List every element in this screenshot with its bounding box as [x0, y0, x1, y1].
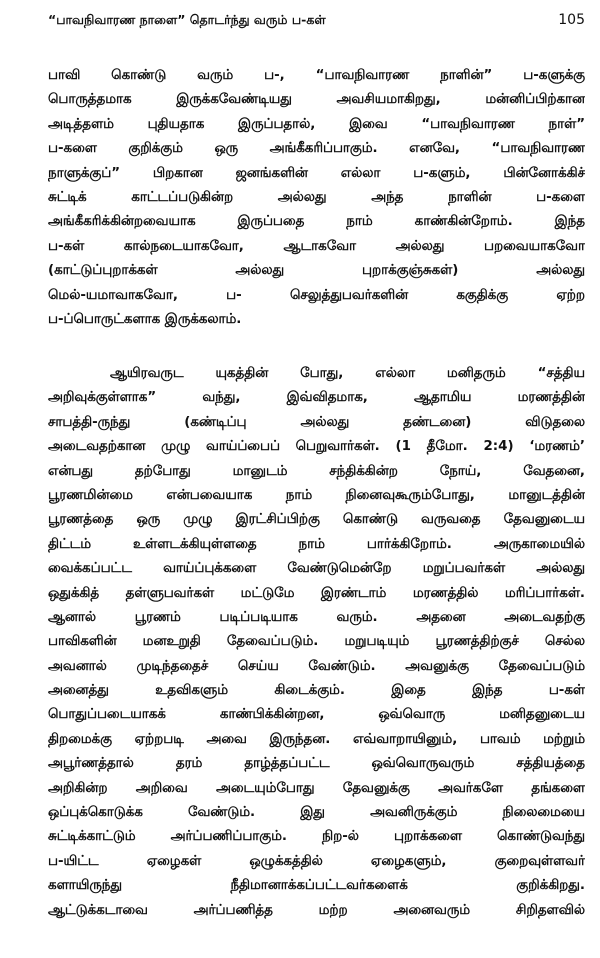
- paragraph-line: சுட்டிக் காட்டப்படுகின்ற அல்லது அந்த நாளின் ப-களை: [48, 189, 585, 205]
- paragraph-line: ப-ப்பொருட்களாக இருக்கலாம்.: [48, 311, 242, 327]
- paragraph-line: ஒப்புக்கொடுக்க வேண்டும். இது அவனிருக்கும் நிலைமையை: [48, 805, 585, 821]
- paragraph-line: அடித்தளம் புதியதாக இருப்பதால், இவை “பாவநிவாரண நாள்”: [48, 116, 585, 132]
- paragraph-line: பூரணமின்மை என்பவையாக நாம் நினைவுகூரும்போது, மானுடத்தின்: [48, 487, 585, 503]
- paragraph-line: அறிவுக்குள்ளாக” வந்து, இவ்விதமாக, ஆதாமிய மரணத்தின்: [48, 390, 585, 406]
- paragraph-line: பொருத்தமாக இருக்கவேண்டியது அவசியமாகிறது, மன்னிப்பிற்கான: [48, 92, 585, 108]
- paragraph-line: ப-கள் கால்நடையாகவோ, ஆடாகவோ அல்லது பறவையாகவோ: [48, 238, 585, 254]
- paragraph-line: அவனால் முடிந்ததைச் செய்ய வேண்டும். அவனுக்கு தேவைப்படும்: [48, 658, 585, 674]
- paragraph-line: திட்டம் உள்ளடக்கியுள்ளதை நாம் பார்க்கிறோம். அருகாமையில்: [48, 536, 585, 552]
- paragraph-line: சாபத்தி-ருந்து (கண்டிப்பு அல்லது தண்டனை) விடுதலை: [48, 414, 585, 430]
- paragraph-line: ப-களை குறிக்கும் ஒரு அங்கீகரிப்பாகும். எனவே, “பாவநிவாரண: [48, 141, 585, 157]
- paragraph-line: களாயிருந்து நீதிமானாக்கப்பட்டவர்களைக் குறிக்கிறது.: [48, 878, 585, 894]
- paragraph-line: அங்கீகரிக்கின்றவையாக இருப்பதை நாம் காண்கின்றோம். இந்த: [48, 214, 585, 230]
- page-number: 105: [558, 12, 585, 28]
- paragraph-1: [48, 64, 585, 332]
- paragraph-line: (காட்டுப்புறாக்கள் அல்லது புறாக்குஞ்சுகள்) அல்லது: [48, 263, 585, 279]
- paragraph-line: ஆனால் பூரணம் படிப்படியாக வரும். அதனை அடைவதற்கு: [48, 609, 585, 625]
- paragraph-line: பொதுப்படையாகக் காண்பிக்கின்றன, ஒவ்வொரு மனிதனுடைய: [48, 707, 585, 723]
- paragraph-line: பாவிகளின் மனஉறுதி தேவைப்படும். மறுபடியும் பூரணத்திற்குச் செல்ல: [48, 634, 585, 650]
- paragraph-line: நாளுக்குப்” பிறகான ஜனங்களின் எல்லா ப-களும், பின்னோக்கிச்: [48, 165, 585, 181]
- paragraph-line: பாவி கொண்டு வரும் ப-, “பாவநிவாரண நாளின்” ப-களுக்கு: [48, 68, 585, 83]
- paragraph-line: அபூர்ணத்தால் தரம் தாழ்த்தப்பட்ட ஒவ்வொருவரும் சத்தியத்தை: [48, 756, 585, 772]
- paragraph-line: மெல்-யமாவாகவோ, ப- செலுத்துபவர்களின் ககுதிக்கு ஏற்ற: [48, 287, 585, 303]
- paragraph-line: ஒதுக்கித் தள்ளுபவர்கள் மட்டுமே இரண்டாம் மரணத்தில் மரிப்பார்கள்.: [48, 585, 585, 601]
- paragraph-line: சுட்டிக்காட்டும் அர்ப்பணிப்பாகும். நிற-ல் புறாக்களை கொண்டுவந்து: [48, 829, 585, 845]
- paragraph-line: என்பது தற்போது மானுடம் சந்திக்கின்ற நோய், வேதனை,: [48, 463, 585, 479]
- paragraph-line: வைக்கப்பட்ட வாய்ப்புக்களை வேண்டுமென்றே மறுப்பவர்கள் அல்லது: [48, 561, 585, 577]
- paragraph-line: ஆயிரவருட யுகத்தின் போது, எல்லா மனிதரும் “சத்திய: [110, 366, 585, 381]
- paragraph-line: அனைத்து உதவிகளும் கிடைக்கும். இதை இந்த ப-கள்: [48, 683, 585, 699]
- running-header: [48, 12, 585, 34]
- paragraph-line: திறமைக்கு ஏற்றபடி அவை இருந்தன. எவ்வாறாயினும், பாவம் மற்றும்: [48, 731, 585, 747]
- paragraph-line: அடைவதற்கான முழு வாய்ப்பைப் பெறுவார்கள். (1 தீமோ. 2:4) ‘மரணம்’: [48, 439, 585, 455]
- paragraph-line: அறிகின்ற அறிவை அடையும்போது தேவனுக்கு அவர்களே தங்களை: [48, 780, 585, 796]
- paragraph-line: பூரணத்தை ஒரு முழு இரட்சிப்பிற்கு கொண்டு வருவதை தேவனுடைய: [48, 512, 585, 528]
- paragraph-2: [48, 362, 585, 923]
- paragraph-line: ஆட்டுக்கடாவை அர்ப்பணித்த மற்ற அனைவரும் சிறிதளவில்: [48, 902, 585, 918]
- paragraph-line: ப-யிட்ட ஏழைகள் ஒழுக்கத்தில் ஏழைகளும், குறைவுள்ளவர்: [48, 853, 585, 869]
- header-title: “பாவநிவாரண நாளை” தொடர்ந்து வரும் ப-கள்: [48, 12, 326, 27]
